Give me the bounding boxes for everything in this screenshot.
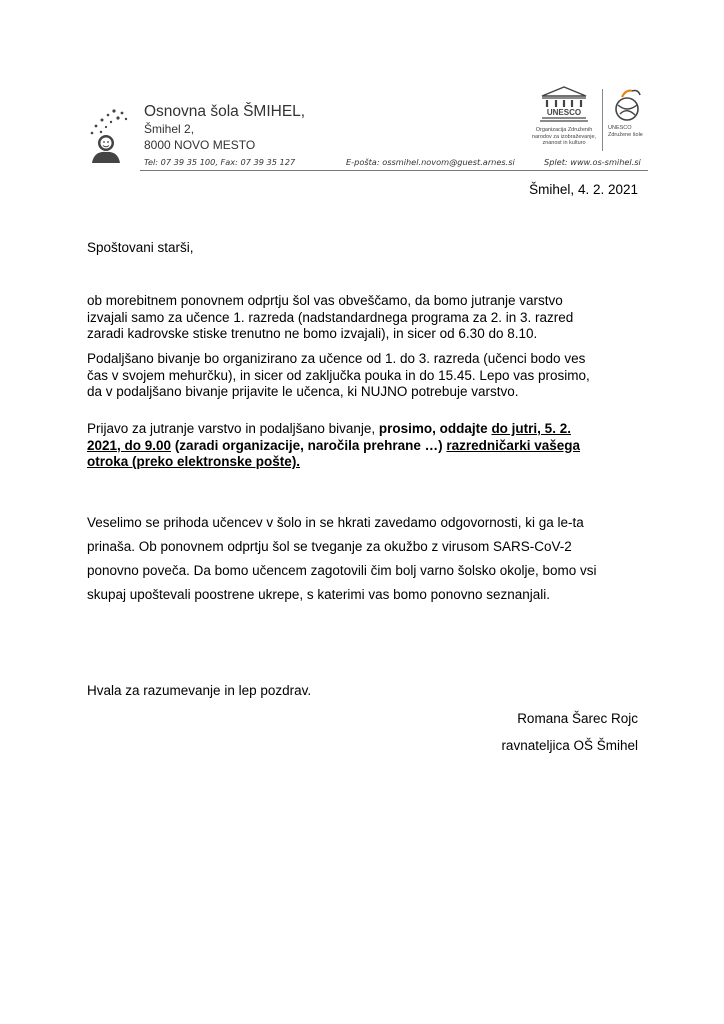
letter-date: Šmihel, 4. 2. 2021 [529, 182, 638, 197]
text-line: izvajali samo za učence 1. razreda (nadstandardnega programa za 2. in 3. razred [87, 309, 574, 325]
school-address-line2: 8000 NOVO MESTO [144, 138, 256, 152]
email: E-pošta: ossmihel.novom@guest.arnes.si [346, 157, 515, 167]
school-address-line1: Šmihel 2, [144, 122, 195, 136]
greeting: Spoštovani starši, [87, 240, 194, 255]
paragraph-morning-care [87, 293, 647, 343]
paragraph-after-school-care [87, 351, 647, 401]
text-line [87, 454, 647, 471]
text-line: da v podaljšano bivanje prijavite le učenca, ki NUJNO potrebuje varstvo. [87, 384, 519, 399]
text-line: zaradi kadrovske stiske trenutno ne bomo izvajali), in sicer od 6.30 do 8.10. [87, 326, 538, 341]
text-line: ponovno poveča. Da bomo učencem zagotovili čim bolj varno šolsko okolje, bomo vsi [87, 563, 597, 578]
phone-fax: Tel: 07 39 35 100, Fax: 07 39 35 127 [144, 157, 296, 167]
unesco-schools-globe-icon [610, 87, 644, 123]
text-line: Podaljšano bivanje bo organizirano za učence od 1. do 3. razreda (učenci bodo ves [87, 351, 586, 366]
unesco-schools-caption: UNESCO Združene šole [608, 125, 643, 138]
text-line: ob morebitnem ponovnem odprtju šol vas obveščamo, da bomo jutranje varstvo [87, 293, 563, 308]
paragraph-registration [87, 421, 647, 471]
signature-name: Romana Šarec Rojc [517, 711, 638, 726]
school-name: Osnovna šola ŠMIHEL, [144, 103, 306, 120]
unesco-caption: Organizacija Združenih narodov za izobraževanje, znanost in kulturo [531, 127, 597, 146]
unesco-wordmark: UNESCO [546, 108, 582, 117]
school-info [144, 103, 305, 153]
recipient-method: otroka (preko elektronske pošte). [87, 454, 301, 469]
text-line [87, 421, 647, 438]
website: Splet: www.os-smihel.si [544, 157, 641, 167]
text-line [87, 438, 647, 455]
deadline-time: 2021, do 9.00 [87, 437, 172, 453]
text-line: prinaša. Ob ponovnem odprtju šol se tveganje za okužbo z virusom SARS-CoV-2 [87, 539, 572, 554]
deadline-text: do jutri, 5. 2. [491, 421, 571, 436]
unesco-logo [528, 85, 650, 157]
recipient-text: razredničarki vašega [446, 437, 580, 453]
school-logo [84, 107, 140, 163]
registration-intro: Prijavo za jutranje varstvo in podaljšano bivanje, [87, 421, 379, 436]
registration-request: prosimo, oddajte [378, 421, 492, 436]
registration-reason: (zaradi organizacije, naročila prehrane …) [171, 437, 447, 453]
text-line: čas v svojem mehurčku), in sicer od zaključka pouka in do 15.45. Lepo vas prosimo, [87, 367, 590, 383]
unesco-temple-icon [538, 85, 590, 125]
unesco-divider [602, 89, 603, 151]
paragraph-safety [87, 511, 647, 607]
letterhead-rule [140, 170, 648, 171]
letterhead [78, 95, 648, 173]
closing: Hvala za razumevanje in lep pozdrav. [87, 683, 312, 698]
signature-title: ravnateljica OŠ Šmihel [501, 738, 638, 753]
text-line: Veselimo se prihoda učencev v šolo in se hkrati zavedamo odgovornosti, ki ga le-ta [87, 515, 584, 530]
text-line: skupaj upoštevali poostrene ukrepe, s katerimi vas bomo ponovno seznanjali. [87, 587, 551, 602]
